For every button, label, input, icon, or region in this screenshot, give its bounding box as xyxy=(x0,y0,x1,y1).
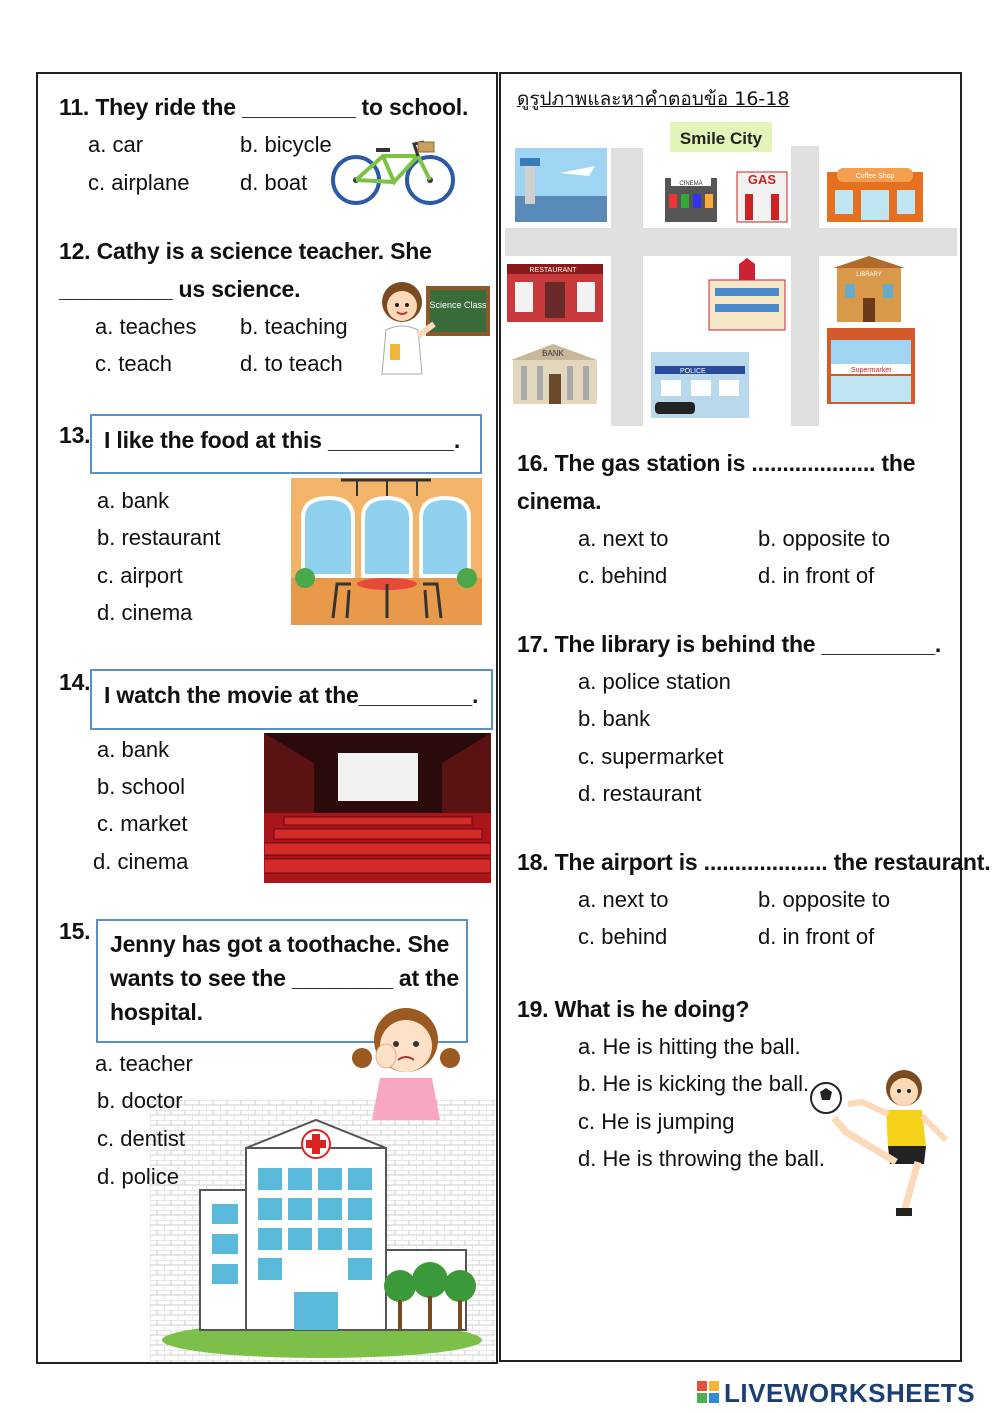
restaurant-sign: RESTAURANT xyxy=(529,267,577,274)
q13-prompt: I like the food at this __________. xyxy=(104,427,461,453)
cinema-hall-image xyxy=(264,733,491,883)
q16-option-b[interactable]: b. opposite to xyxy=(758,526,891,551)
gas-sign: GAS xyxy=(747,172,777,187)
science-teacher-image xyxy=(370,274,492,384)
gas-station-building xyxy=(737,172,787,222)
restaurant-image xyxy=(291,478,482,625)
cinema-building xyxy=(665,178,717,222)
q12-option-a[interactable]: a. teaches xyxy=(95,314,197,339)
q13-option-b[interactable]: b. restaurant xyxy=(97,525,221,550)
q15-prompt-line2: wants to see the ________ at the xyxy=(110,965,459,991)
q15-option-d[interactable]: d. police xyxy=(97,1164,179,1189)
q17-option-b[interactable]: b. bank xyxy=(578,706,651,731)
q14-option-c[interactable]: c. market xyxy=(97,811,188,836)
police-sign: POLICE xyxy=(680,368,706,375)
q13-question-box xyxy=(90,414,482,474)
airport-building xyxy=(515,148,607,222)
school-building xyxy=(709,258,785,330)
library-building xyxy=(833,256,905,322)
q11-option-a[interactable]: a. car xyxy=(88,132,144,157)
q13-option-d[interactable]: d. cinema xyxy=(97,600,193,625)
hospital-image xyxy=(150,1100,495,1362)
q14-question-box xyxy=(90,669,493,730)
restaurant-building xyxy=(507,264,603,322)
q14-number: 14. xyxy=(59,669,91,695)
q14-prompt: I watch the movie at the_________. xyxy=(104,682,479,708)
q19-prompt: 19. What is he doing? xyxy=(517,996,750,1022)
smile-city-map xyxy=(505,118,957,426)
bank-sign: BANK xyxy=(542,349,564,358)
boy-kicking-ball-image xyxy=(808,1062,960,1218)
supermarket-sign: Supermarket xyxy=(850,367,892,374)
q11-option-d[interactable]: d. boat xyxy=(240,170,308,195)
q12-prompt-line1: 12. Cathy is a science teacher. She xyxy=(59,238,432,264)
q13-number: 13. xyxy=(59,422,91,448)
q15-option-c[interactable]: c. dentist xyxy=(97,1126,186,1151)
q18-prompt: 18. The airport is .................... the restaurant. xyxy=(517,849,991,875)
q18-option-b[interactable]: b. opposite to xyxy=(758,887,891,912)
q13-option-a[interactable]: a. bank xyxy=(97,488,170,513)
q19-option-c[interactable]: c. He is jumping xyxy=(578,1109,735,1134)
q15-number: 15. xyxy=(59,918,91,944)
cinema-sign: CINEMA xyxy=(679,181,703,187)
girl-toothache-image xyxy=(350,1002,460,1120)
q11-prompt: 11. They ride the _________ to school. xyxy=(59,94,469,120)
q17-option-d[interactable]: d. restaurant xyxy=(578,781,702,806)
q12-option-d[interactable]: d. to teach xyxy=(240,351,343,376)
police-station-building xyxy=(651,352,749,418)
coffee-shop-building xyxy=(827,168,923,222)
q12-option-b[interactable]: b. teaching xyxy=(240,314,348,339)
q14-option-b[interactable]: b. school xyxy=(97,774,186,799)
q15-prompt-line3: hospital. xyxy=(110,999,203,1025)
q16-option-c[interactable]: c. behind xyxy=(578,563,668,588)
q14-option-a[interactable]: a. bank xyxy=(97,737,170,762)
board-text: Science Class xyxy=(429,300,487,310)
bicycle-icon xyxy=(328,136,460,206)
q17-prompt: 17. The library is behind the _________. xyxy=(517,631,942,657)
q11-option-b[interactable]: b. bicycle xyxy=(240,132,332,157)
q13-option-c[interactable]: c. airport xyxy=(97,563,183,588)
q11-option-c[interactable]: c. airplane xyxy=(88,170,190,195)
coffee-sign: Coffee Shop xyxy=(855,173,895,180)
q17-option-a[interactable]: a. police station xyxy=(578,669,731,694)
q15-prompt-line1: Jenny has got a toothache. She xyxy=(110,931,450,957)
q16-prompt-line1: 16. The gas station is .................... the xyxy=(517,450,916,476)
supermarket-building xyxy=(827,328,915,404)
q12-prompt-line2: _________ us science. xyxy=(59,276,301,302)
map-instruction: ดูรูปภาพและหาคำตอบข้อ 16-18 xyxy=(517,88,790,110)
liveworksheets-logo-text: LIVEWORKSHEETS xyxy=(724,1378,976,1408)
q17-option-c[interactable]: c. supermarket xyxy=(578,744,724,769)
q15-option-b[interactable]: b. doctor xyxy=(97,1088,183,1113)
q19-option-d[interactable]: d. He is throwing the ball. xyxy=(578,1146,826,1171)
library-sign: LIBRARY xyxy=(856,272,882,278)
map-title: Smile City xyxy=(679,129,763,148)
q19-option-a[interactable]: a. He is hitting the ball. xyxy=(578,1034,801,1059)
q16-option-d[interactable]: d. in front of xyxy=(758,563,875,588)
q18-option-a[interactable]: a. next to xyxy=(578,887,669,912)
q18-option-c[interactable]: c. behind xyxy=(578,924,668,949)
q16-prompt-line2: cinema. xyxy=(517,488,602,514)
q18-option-d[interactable]: d. in front of xyxy=(758,924,875,949)
q15-option-a[interactable]: a. teacher xyxy=(95,1051,193,1076)
q19-option-b[interactable]: b. He is kicking the ball. xyxy=(578,1071,810,1096)
liveworksheets-logo-icon xyxy=(697,1381,719,1403)
q14-option-d[interactable]: d. cinema xyxy=(93,849,189,874)
q16-option-a[interactable]: a. next to xyxy=(578,526,669,551)
bank-building xyxy=(511,344,597,404)
q12-option-c[interactable]: c. teach xyxy=(95,351,173,376)
